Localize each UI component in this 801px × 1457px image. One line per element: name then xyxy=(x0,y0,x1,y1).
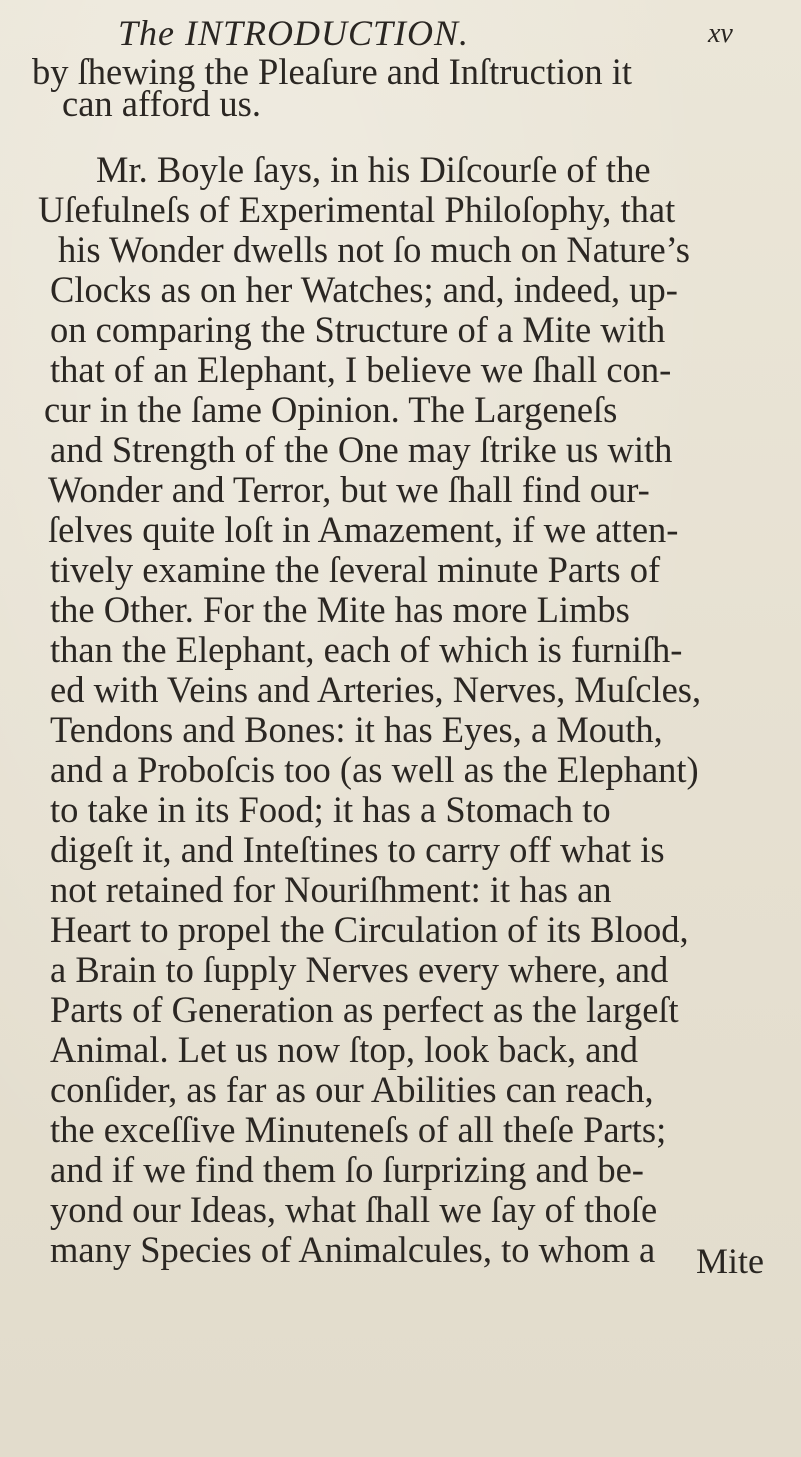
text-line: conſider, as far as our Abilities can reach, xyxy=(50,1069,654,1110)
text-line: Mr. Boyle ſays, in his Diſcourſe of the xyxy=(96,149,651,190)
text-line: the Other. For the Mite has more Limbs xyxy=(50,589,630,630)
text-line: Wonder and Terror, but we ſhall find our- xyxy=(48,469,650,510)
text-line: Clocks as on her Watches; and, indeed, up- xyxy=(50,269,678,310)
text-line: than the Elephant, each of which is furniſh- xyxy=(50,629,683,670)
text-line: ſelves quite loſt in Amazement, if we atten- xyxy=(48,509,679,550)
text-line: can afford us. xyxy=(62,83,261,124)
text-line: Uſefulneſs of Experimental Philoſophy, that xyxy=(38,189,676,230)
running-head: The INTRODUCTION. xyxy=(118,13,470,53)
text-line: ed with Veins and Arteries, Nerves, Muſcles, xyxy=(50,669,702,710)
text-line: Heart to propel the Circulation of its Blood, xyxy=(50,909,689,950)
text-line: Animal. Let us now ſtop, look back, and xyxy=(50,1029,638,1070)
text-line: on comparing the Structure of a Mite with xyxy=(50,309,666,350)
text-line: digeſt it, and Inteſtines to carry off what is xyxy=(50,829,665,870)
text-line: many Species of Animalcules, to whom a xyxy=(50,1229,656,1270)
text-line: Tendons and Bones: it has Eyes, a Mouth, xyxy=(50,709,663,750)
text-line: and Strength of the One may ſtrike us with xyxy=(50,429,673,470)
catchword: Mite xyxy=(696,1241,764,1281)
text-line: his Wonder dwells not ſo much on Nature’s xyxy=(58,229,691,270)
text-line: yond our Ideas, what ſhall we ſay of thoſe xyxy=(50,1189,658,1230)
text-line: to take in its Food; it has a Stomach to xyxy=(50,789,611,830)
text-line: that of an Elephant, I believe we ſhall con- xyxy=(50,349,672,390)
text-line: and a Proboſcis too (as well as the Elephant) xyxy=(50,749,699,790)
text-line: by ſhewing the Pleaſure and Inſtruction it xyxy=(32,51,633,92)
text-line: Parts of Generation as perfect as the largeſt xyxy=(50,989,679,1030)
page-number: xv xyxy=(708,18,733,49)
text-line: and if we find them ſo ſurprizing and be- xyxy=(50,1149,644,1190)
text-line: not retained for Nouriſhment: it has an xyxy=(50,869,612,910)
text-line: tively examine the ſeveral minute Parts of xyxy=(50,549,661,590)
text-line: the exceſſive Minuteneſs of all theſe Parts; xyxy=(50,1109,667,1150)
page-header xyxy=(0,12,801,52)
text-line: a Brain to ſupply Nerves every where, and xyxy=(50,949,669,990)
text-line: cur in the ſame Opinion. The Largeneſs xyxy=(44,389,618,430)
